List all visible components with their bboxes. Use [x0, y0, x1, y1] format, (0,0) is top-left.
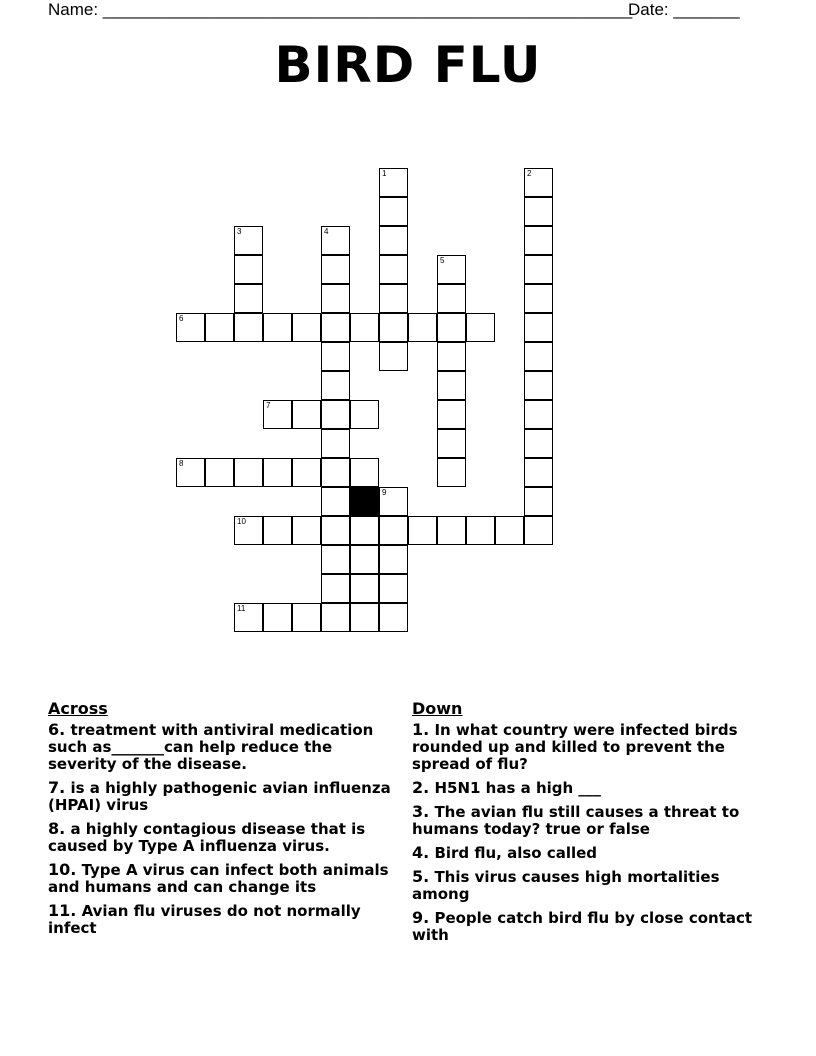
grid-cell[interactable]: [437, 313, 466, 342]
grid-cell[interactable]: [321, 458, 350, 487]
grid-cell[interactable]: [263, 603, 292, 632]
grid-cell[interactable]: [495, 516, 524, 545]
grid-cell[interactable]: [292, 313, 321, 342]
grid-cell[interactable]: [437, 458, 466, 487]
grid-cell[interactable]: [263, 516, 292, 545]
grid-cell[interactable]: [408, 516, 437, 545]
black-cell: [350, 487, 379, 516]
clue-number: 6: [179, 314, 184, 323]
grid-cell[interactable]: [205, 313, 234, 342]
grid-cell[interactable]: [437, 516, 466, 545]
grid-cell[interactable]: [350, 545, 379, 574]
grid-cell[interactable]: [321, 255, 350, 284]
grid-cell[interactable]: [321, 342, 350, 371]
grid-cell[interactable]: [234, 458, 263, 487]
grid-cell[interactable]: [321, 371, 350, 400]
down-clue: [412, 868, 772, 903]
across-clue: [48, 902, 398, 937]
grid-cell[interactable]: [379, 197, 408, 226]
grid-cell[interactable]: [350, 400, 379, 429]
clue-text: The avian flu still causes a threat to humans today? true or false: [412, 803, 740, 838]
clue-number: 10.: [48, 860, 77, 879]
grid-cell[interactable]: [321, 400, 350, 429]
clue-number: 8.: [48, 819, 66, 838]
grid-cell[interactable]: [524, 487, 553, 516]
grid-cell[interactable]: [321, 429, 350, 458]
clue-number: 9: [382, 488, 387, 497]
clue-number: 1.: [412, 720, 430, 739]
grid-cell[interactable]: [292, 516, 321, 545]
across-clues: [48, 700, 398, 943]
grid-cell[interactable]: [379, 168, 408, 197]
grid-cell[interactable]: [379, 255, 408, 284]
clue-number: 7.: [48, 778, 66, 797]
grid-cell[interactable]: [437, 400, 466, 429]
grid-cell[interactable]: [176, 458, 205, 487]
grid-cell[interactable]: [437, 429, 466, 458]
clue-number: 1: [382, 169, 387, 178]
grid-cell[interactable]: [350, 313, 379, 342]
grid-cell[interactable]: [234, 226, 263, 255]
clue-text: H5N1 has a high ___: [434, 779, 601, 797]
grid-cell[interactable]: [234, 284, 263, 313]
name-field[interactable]: Name: ________________________________________________________: [48, 0, 633, 19]
clue-text: People catch bird flu by close contact with: [412, 909, 753, 944]
grid-cell[interactable]: [350, 574, 379, 603]
down-clue: [412, 844, 772, 862]
clue-number: 7: [266, 401, 271, 410]
down-clue: [412, 909, 772, 944]
grid-cell[interactable]: [263, 400, 292, 429]
grid-cell[interactable]: [379, 603, 408, 632]
grid-cell[interactable]: [524, 284, 553, 313]
down-clues: [412, 700, 772, 950]
clue-text: Bird flu, also called: [434, 844, 598, 862]
grid-cell[interactable]: [524, 255, 553, 284]
grid-cell[interactable]: [437, 371, 466, 400]
clue-number: 10: [237, 517, 246, 526]
grid-cell[interactable]: [379, 313, 408, 342]
grid-cell[interactable]: [524, 371, 553, 400]
grid-cell[interactable]: [321, 313, 350, 342]
clue-number: 3: [237, 227, 242, 236]
clue-number: 5.: [412, 867, 430, 886]
grid-cell[interactable]: [234, 603, 263, 632]
clue-number: 6.: [48, 720, 66, 739]
clue-number: 5: [440, 256, 445, 265]
grid-cell[interactable]: [379, 516, 408, 545]
grid-cell[interactable]: [379, 284, 408, 313]
across-clue: [48, 779, 398, 814]
clue-text: a highly contagious disease that is caused by Type A influenza virus.: [48, 820, 366, 855]
clue-text: treatment with antiviral medication such as_______can help reduce the severity of the disease.: [48, 721, 374, 773]
page-title: BIRD FLU: [274, 36, 542, 94]
grid-cell[interactable]: [234, 313, 263, 342]
clue-text: Type A virus can infect both animals and humans and can change its: [48, 861, 389, 896]
grid-cell[interactable]: [350, 603, 379, 632]
grid-cell[interactable]: [292, 458, 321, 487]
clue-number: 3.: [412, 802, 430, 821]
grid-cell[interactable]: [379, 487, 408, 516]
grid-cell[interactable]: [176, 313, 205, 342]
clue-number: 9.: [412, 908, 430, 927]
grid-cell[interactable]: [205, 458, 234, 487]
grid-cell[interactable]: [292, 603, 321, 632]
grid-cell[interactable]: [263, 313, 292, 342]
grid-cell[interactable]: [524, 226, 553, 255]
across-heading: Across: [48, 699, 108, 718]
grid-cell[interactable]: [437, 342, 466, 371]
grid-cell[interactable]: [524, 429, 553, 458]
date-field[interactable]: Date: _______: [628, 0, 740, 19]
clue-number: 8: [179, 459, 184, 468]
clue-number: 11.: [48, 901, 77, 920]
grid-cell[interactable]: [379, 342, 408, 371]
grid-cell[interactable]: [524, 313, 553, 342]
down-clue-list: [412, 721, 772, 944]
clue-number: 2.: [412, 778, 430, 797]
grid-cell[interactable]: [437, 284, 466, 313]
grid-cell[interactable]: [234, 516, 263, 545]
clue-number: 2: [527, 169, 532, 178]
grid-cell[interactable]: [321, 574, 350, 603]
clue-number: 4.: [412, 843, 430, 862]
grid-cell[interactable]: [321, 226, 350, 255]
across-clue: [48, 721, 398, 773]
clue-number: 11: [237, 604, 246, 613]
grid-cell[interactable]: [524, 516, 553, 545]
grid-cell[interactable]: [379, 545, 408, 574]
down-clue: [412, 721, 772, 773]
grid-cell[interactable]: [524, 342, 553, 371]
grid-cell[interactable]: [379, 226, 408, 255]
grid-cell[interactable]: [466, 313, 495, 342]
grid-cell[interactable]: [321, 603, 350, 632]
down-clue: [412, 803, 772, 838]
grid-cell[interactable]: [321, 487, 350, 516]
grid-cell[interactable]: [379, 574, 408, 603]
down-clue: [412, 779, 772, 797]
grid-cell[interactable]: [524, 458, 553, 487]
grid-cell[interactable]: [234, 255, 263, 284]
grid-cell[interactable]: [408, 313, 437, 342]
across-clue-list: [48, 721, 398, 937]
grid-cell[interactable]: [437, 255, 466, 284]
grid-cell[interactable]: [292, 400, 321, 429]
clue-number: 4: [324, 227, 329, 236]
across-clue: [48, 820, 398, 855]
across-clue: [48, 861, 398, 896]
grid-cell[interactable]: [350, 458, 379, 487]
grid-cell[interactable]: [524, 168, 553, 197]
grid-cell[interactable]: [321, 284, 350, 313]
clue-text: is a highly pathogenic avian influenza (HPAI) virus: [48, 779, 391, 814]
clue-text: Avian flu viruses do not normally infect: [48, 902, 361, 937]
grid-cell[interactable]: [350, 516, 379, 545]
down-heading: Down: [412, 699, 463, 718]
clue-text: In what country were infected birds rounded up and killed to prevent the spread of flu?: [412, 721, 738, 773]
grid-cell[interactable]: [321, 516, 350, 545]
grid-cell[interactable]: [263, 458, 292, 487]
grid-cell[interactable]: [524, 400, 553, 429]
grid-cell[interactable]: [466, 516, 495, 545]
grid-cell[interactable]: [524, 197, 553, 226]
clue-text: This virus causes high mortalities among: [412, 868, 720, 903]
grid-cell[interactable]: [321, 545, 350, 574]
